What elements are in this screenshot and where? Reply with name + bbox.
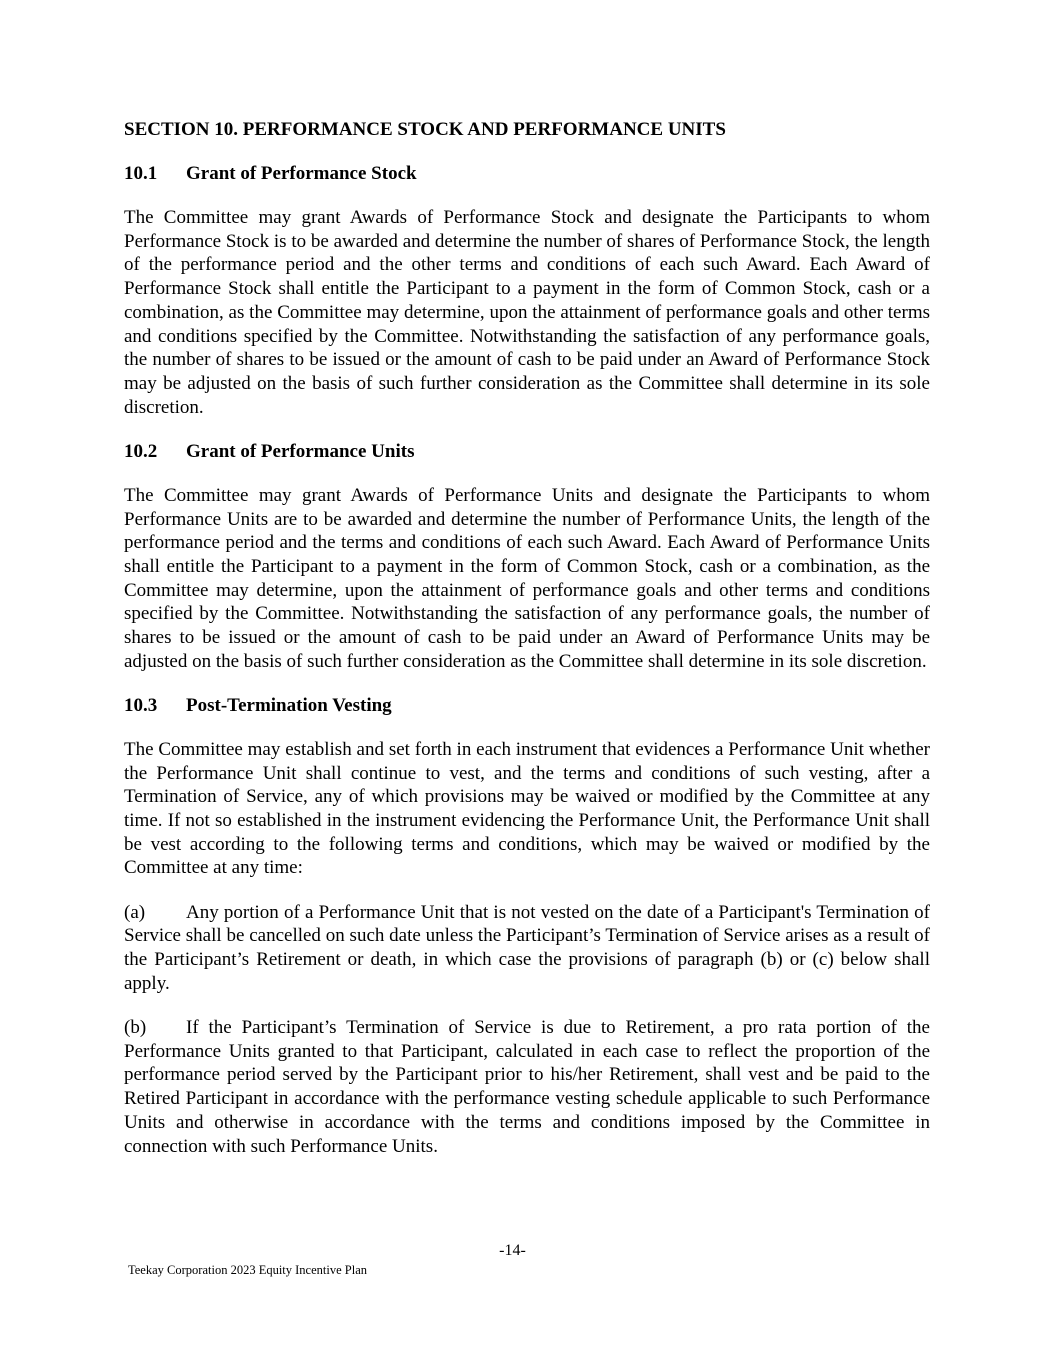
subsection-number: 10.2 (124, 440, 158, 462)
subsection-title: Post-Termination Vesting (186, 694, 392, 716)
list-item-label: (b) (124, 1016, 147, 1038)
subsection-heading (124, 162, 930, 186)
list-item-b (124, 1016, 930, 1158)
paragraph: The Committee may establish and set forth in each instrument that evidences a Performance Unit whether the Performance Unit shall continue to vest, and the terms and conditions of such vesting, after a Termination of Service, any of which provisions may be waived or modified by the Committee at any time. If not so established in the instrument evidencing the Performance Unit, the Performance Unit shall be vest according to the following terms and conditions, which may be waived or modified by the Committee at any time: (124, 738, 930, 879)
list-item-text: Any portion of a Performance Unit that is not vested on the date of a Participant's Termination of Service shall be cancelled on such date unless the Participant’s Termination of Service arises as a result of the Participant’s Retirement or death, in which case the provisions of paragraph (b) or (c) below shall apply. (124, 901, 930, 994)
subsection-10-2 (124, 440, 930, 674)
page-number: -14- (499, 1242, 526, 1259)
footer-document-title: Teekay Corporation 2023 Equity Incentive Plan (128, 1263, 367, 1277)
paragraph: The Committee may grant Awards of Performance Units and designate the Participants to whom Performance Units are to be awarded and determine the number of Performance Units, the length of the performance period and the terms and conditions of each such Award. Each Award of Performance Units shall entitle the Participant to a payment in the form of Common Stock, cash or a combination, as the Committee may determine, upon the attainment of performance goals and other terms and conditions specified by the Committee. Notwithstanding the satisfaction of any performance goals, the number of shares to be issued or the amount of cash to be paid under an Award of Performance Units may be adjusted on the basis of such further consideration as the Committee shall determine in its sole discretion. (124, 484, 930, 672)
subsection-title: Grant of Performance Stock (186, 163, 417, 184)
document-page (124, 118, 930, 1179)
list-item-label: (a) (124, 901, 146, 923)
subsection-number: 10.1 (124, 163, 158, 184)
subsection-heading (124, 694, 930, 718)
subsection-heading (124, 440, 930, 464)
list-item-text: If the Participant’s Termination of Service is due to Retirement, a pro rata portion of the Performance Units granted to that Participant, calculated in each case to reflect the proportion of the performance period served by the Participant prior to his/her Retirement, shall vest and be paid to the Retired Participant in accordance with the performance vesting schedule applicable to such Performance Units and otherwise in accordance with the terms and conditions imposed by the Committee in connection with such Performance Units. (124, 1016, 930, 1157)
section-title: SECTION 10. PERFORMANCE STOCK AND PERFORMANCE UNITS (124, 119, 726, 140)
subsection-number: 10.3 (124, 694, 158, 716)
subsection-title: Grant of Performance Units (186, 440, 415, 462)
paragraph: The Committee may grant Awards of Performance Stock and designate the Participants to whom Performance Stock is to be awarded and determine the number of shares of Performance Stock, the length of the performance period and the other terms and conditions of each such Award. Each Award of Performance Stock shall entitle the Participant to a payment in the form of Common Stock, cash or a combination, as the Committee may determine, upon the attainment of performance goals and other terms and conditions specified by the Committee. Notwithstanding the satisfaction of any performance goals, the number of shares to be issued or the amount of cash to be paid under an Award of Performance Stock may be adjusted on the basis of such further consideration as the Committee shall determine in its sole discretion. (124, 207, 930, 418)
list-item-a (124, 901, 930, 996)
subsection-10-1 (124, 162, 930, 419)
subsection-10-3 (124, 694, 930, 1158)
